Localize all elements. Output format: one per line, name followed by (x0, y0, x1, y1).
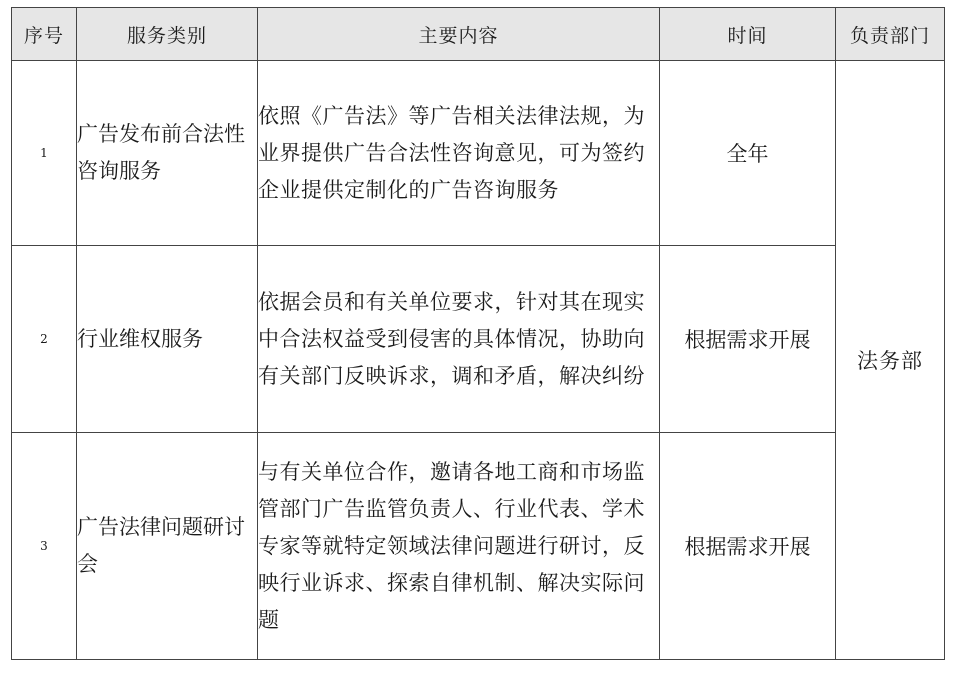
row-content: 依照《广告法》等广告相关法律法规，为业界提供广告合法性咨询意见，可为签约企业提供定制化的广告咨询服务 (258, 61, 660, 246)
header-content: 主要内容 (258, 8, 660, 61)
table-body (12, 61, 945, 660)
header-row (12, 8, 945, 61)
row-content: 与有关单位合作，邀请各地工商和市场监管部门广告监管负责人、行业代表、学术专家等就特定领域法律问题进行研讨，反映行业诉求、探索自律机制、解决实际问题 (258, 433, 660, 660)
row-number: 1 (12, 61, 77, 246)
service-table (11, 7, 945, 660)
table-header (12, 8, 945, 61)
row-category: 广告法律问题研讨会 (77, 433, 258, 660)
row-time: 全年 (660, 61, 836, 246)
row-number: 2 (12, 246, 77, 433)
header-number: 序号 (12, 8, 77, 61)
row-content: 依据会员和有关单位要求，针对其在现实中合法权益受到侵害的具体情况，协助向有关部门反映诉求，调和矛盾，解决纠纷 (258, 246, 660, 433)
table-row (12, 61, 945, 246)
row-time: 根据需求开展 (660, 433, 836, 660)
row-category: 行业维权服务 (77, 246, 258, 433)
header-time: 时间 (660, 8, 836, 61)
row-category: 广告发布前合法性咨询服务 (77, 61, 258, 246)
row-time: 根据需求开展 (660, 246, 836, 433)
row-number: 3 (12, 433, 77, 660)
table-row (12, 433, 945, 660)
department-cell: 法务部 (836, 61, 945, 660)
header-department: 负责部门 (836, 8, 945, 61)
header-category: 服务类别 (77, 8, 258, 61)
table-row (12, 246, 945, 433)
